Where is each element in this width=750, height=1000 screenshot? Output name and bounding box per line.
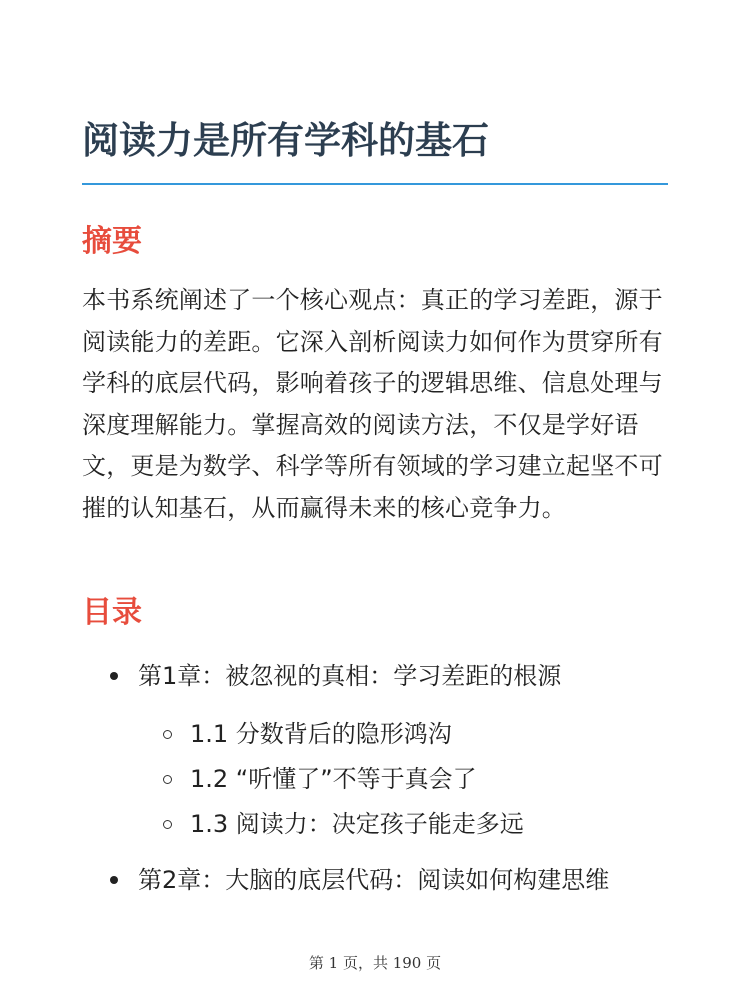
toc-chapter-label: 第1章：被忽视的真相：学习差距的根源	[138, 662, 562, 690]
summary-text: 本书系统阐述了一个核心观点：真正的学习差距，源于阅读能力的差距。它深入剖析阅读力如何作为贯穿所有学科的底层代码，影响着孩子的逻辑思维、信息处理与深度理解能力。掌握高效的阅读方法，不仅是学好语文，更是为数学、科学等所有领域的学习建立起坚不可摧的认知基石，从而赢得未来的核心竞争力。	[82, 286, 663, 522]
summary-heading: 摘要	[82, 224, 142, 259]
toc-section-1-2	[163, 761, 477, 797]
toc-section-label: 1.2 “听懂了”不等于真会了	[190, 765, 477, 793]
toc-heading: 目录	[82, 595, 142, 630]
page-number: 第 1 页，共 190 页	[308, 954, 442, 972]
filled-bullet-icon	[110, 876, 118, 884]
toc-chapter-label: 第2章：大脑的底层代码：阅读如何构建思维	[138, 866, 610, 894]
open-bullet-icon	[163, 730, 172, 739]
toc-section-label: 1.3 阅读力：决定孩子能走多远	[190, 810, 524, 838]
filled-bullet-icon	[110, 672, 118, 680]
toc-section-1-3	[163, 806, 524, 842]
toc-section-1-1	[163, 716, 452, 752]
document-title: 阅读力是所有学科的基石	[82, 119, 489, 162]
toc-chapter-1	[110, 658, 561, 694]
open-bullet-icon	[163, 820, 172, 829]
open-bullet-icon	[163, 775, 172, 784]
toc-chapter-2	[110, 862, 609, 898]
toc-section-label: 1.1 分数背后的隐形鸿沟	[190, 720, 452, 748]
